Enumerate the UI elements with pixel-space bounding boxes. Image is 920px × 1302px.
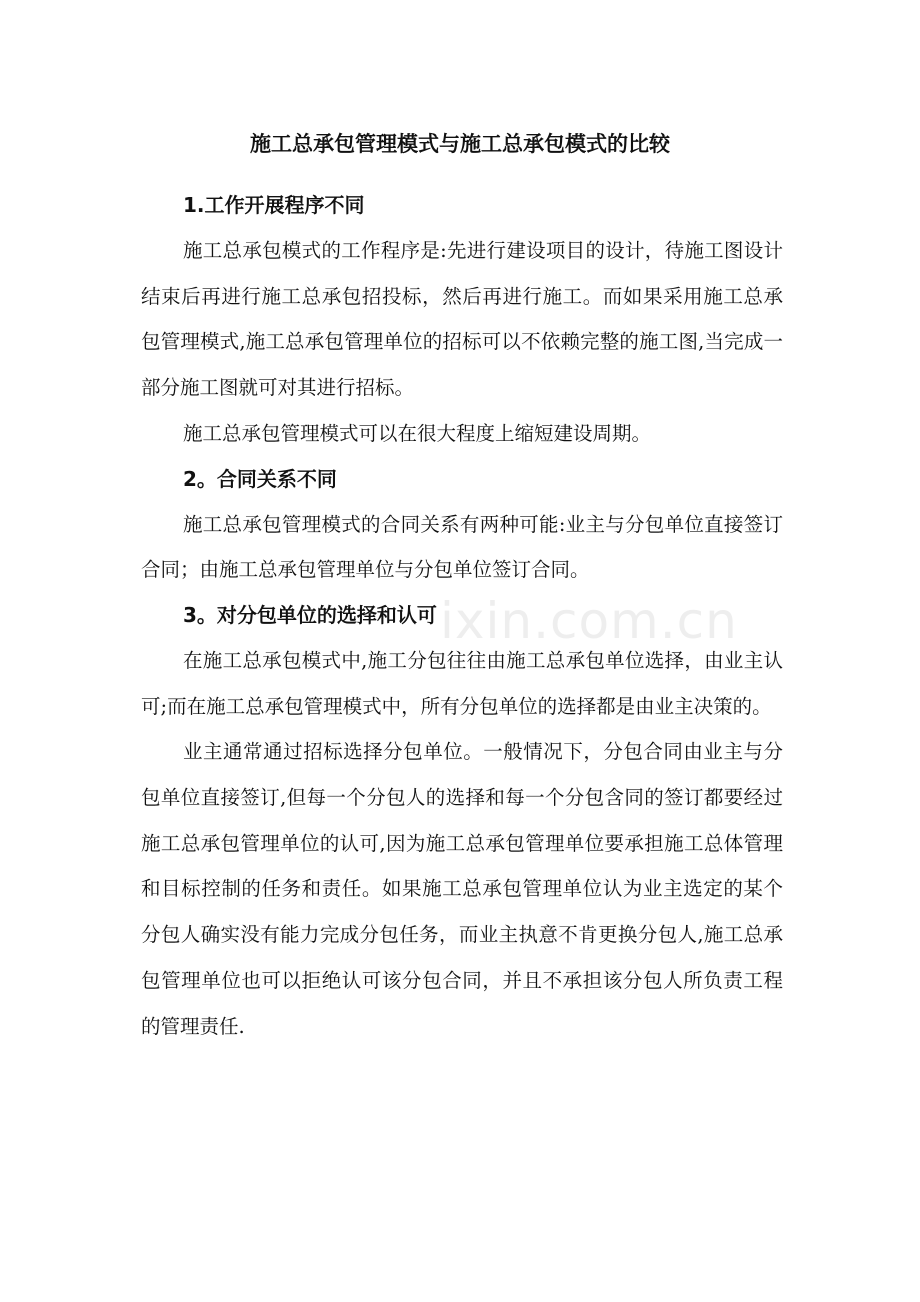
document-title: 施工总承包管理模式与施工总承包模式的比较 <box>250 132 670 156</box>
section-heading: 1.工作开展程序不同 <box>183 193 365 217</box>
paragraph: 施工总承包管理模式可以在很大程度上缩短建设周期。 <box>183 421 652 445</box>
section-heading: 3。对分包单位的选择和认可 <box>183 602 437 627</box>
section-heading: 2。合同关系不同 <box>183 466 337 491</box>
paragraph: 在施工总承包模式中,施工分包往往由施工总承包单位选择，由业主认可;而在施工总承包管理模式中，所有分包单位的选择都是由业主决策的。 <box>141 648 783 718</box>
section-1 <box>141 183 783 457</box>
document-body <box>141 183 783 1049</box>
section-2 <box>141 457 783 593</box>
paragraph: 施工总承包模式的工作程序是:先进行建设项目的设计，待施工图设计结束后再进行施工总承包招投标，然后再进行施工。而如果采用施工总承包管理模式,施工总承包管理单位的招标可以不依赖完整的施工图,当完成一部分施工图就可对其进行招标。 <box>141 239 783 400</box>
paragraph: 业主通常通过招标选择分包单位。一般情况下，分包合同由业主与分包单位直接签订,但每一个分包人的选择和每一个分包含同的签订都要经过施工总承包管理单位的认可,因为施工总承包管理单位要承担施工总体管理和目标控制的任务和责任。如果施工总承包管理单位认为业主选定的某个分包人确实没有能力完成分包任务，而业主执意不肯更换分包人,施工总承包管理单位也可以拒绝认可该分包合同，并且不承担该分包人所负责工程的管理责任. <box>141 740 783 1038</box>
section-3 <box>141 593 783 1049</box>
paragraph: 施工总承包管理模式的合同关系有两种可能:业主与分包单位直接签订合同；由施工总承包管理单位与分包单位签订合同。 <box>141 512 783 582</box>
watermark: ixin.com.cn <box>440 592 738 650</box>
